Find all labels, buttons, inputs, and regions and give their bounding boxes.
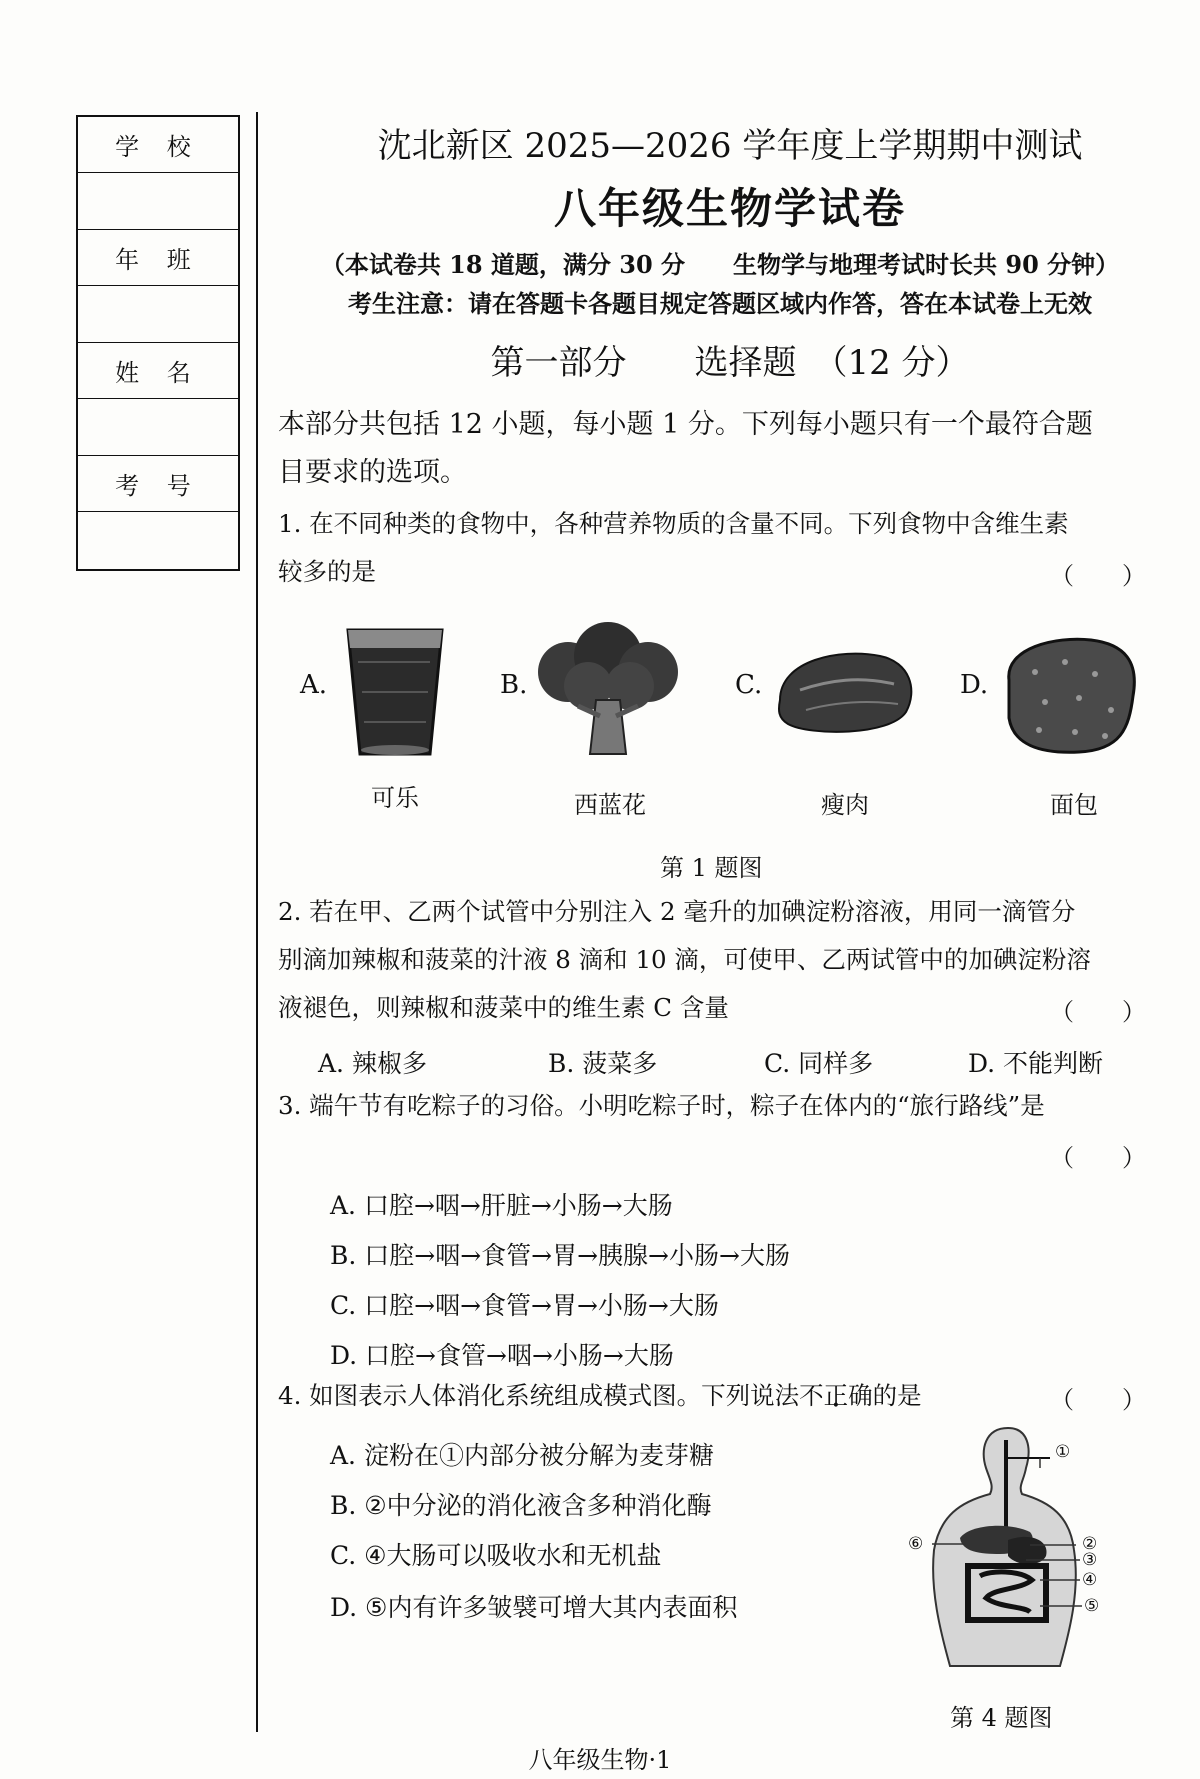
q2-option-c: C. 同样多 — [764, 1049, 874, 1078]
q1-stem-1: 1. 在不同种类的食物中，各种营养物质的含量不同。下列食物中含维生素 — [278, 509, 1069, 538]
exam-note: （本试卷共 18 道题，满分 30 分 生物学与地理考试时长共 90 分钟） — [320, 250, 1120, 279]
section-title: 第一部分 选择题 （12 分） — [490, 343, 970, 383]
name-label: 姓 名 — [78, 343, 238, 399]
diagram-label-2: ② — [1082, 1534, 1098, 1554]
q1-figure-caption: 第 1 题图 — [660, 854, 763, 882]
q1-option-a-letter: A. — [300, 670, 328, 700]
q4-option-c: C. ④大肠可以吸收水和无机盐 — [330, 1541, 662, 1570]
diagram-label-6: ⑥ — [908, 1534, 924, 1554]
diagram-label-5: ⑤ — [1084, 1596, 1100, 1616]
q4-option-b: B. ②中分泌的消化液含多种消化酶 — [330, 1491, 712, 1520]
q1-option-d-label: 面包 — [1050, 791, 1098, 819]
q4-answer-bracket: （ ） — [1050, 1386, 1146, 1414]
q3-option-b: B. 口腔→咽→食管→胃→胰腺→小肠→大肠 — [330, 1241, 790, 1270]
q1-answer-bracket: （ ） — [1050, 562, 1146, 590]
class-field[interactable] — [78, 286, 238, 343]
q4-option-a: A. 淀粉在①内部分被分解为麦芽糖 — [330, 1441, 714, 1470]
q4-stem-before: 4. 如图表示人体消化系统组成模式图。下列说法 — [278, 1381, 800, 1410]
class-label: 年 班 — [78, 230, 238, 286]
q4-stem-emphasis: 不正确 — [799, 1381, 873, 1410]
name-field[interactable] — [78, 399, 238, 456]
cola-glass-icon — [340, 622, 450, 766]
digestive-system-diagram — [890, 1420, 1140, 1674]
q2-option-d: D. 不能判断 — [968, 1049, 1104, 1078]
broccoli-icon — [528, 620, 688, 764]
q3-option-c: C. 口腔→咽→食管→胃→小肠→大肠 — [330, 1291, 719, 1320]
q2-answer-bracket: （ ） — [1050, 998, 1146, 1026]
section-intro-2: 目要求的选项。 — [278, 457, 467, 488]
exam-notice: 考生注意：请在答题卡各题目规定答题区域内作答，答在本试卷上无效 — [348, 289, 1092, 318]
student-info-box — [76, 115, 240, 571]
page-footer: 八年级生物·1 — [528, 1746, 672, 1774]
q4-option-d: D. ⑤内有许多皱襞可增大其内表面积 — [330, 1593, 738, 1622]
binding-line — [256, 112, 258, 1732]
q3-answer-bracket: （ ） — [1050, 1144, 1146, 1172]
q3-stem: 3. 端午节有吃粽子的习俗。小明吃粽子时，粽子在体内的“旅行路线”是 — [278, 1091, 1045, 1120]
q4-stem-after: 的是 — [872, 1381, 922, 1410]
school-label: 学 校 — [78, 117, 238, 173]
q1-option-b-label: 西蓝花 — [574, 791, 646, 819]
q4-stem — [278, 1372, 1158, 1420]
q1-option-c-label: 瘦肉 — [821, 791, 869, 819]
q3-option-d: D. 口腔→食管→咽→小肠→大肠 — [330, 1341, 674, 1370]
number-field[interactable] — [78, 512, 238, 569]
lean-meat-icon — [770, 640, 920, 744]
q2-stem-2: 别滴加辣椒和菠菜的汁液 8 滴和 10 滴，可使甲、乙两试管中的加碘淀粉溶 — [278, 945, 1091, 974]
q4-figure-caption: 第 4 题图 — [950, 1704, 1053, 1732]
q3-option-a: A. 口腔→咽→肝脏→小肠→大肠 — [330, 1191, 673, 1220]
q1-stem-2: 较多的是 — [278, 557, 376, 586]
diagram-label-1: ① — [1055, 1442, 1071, 1462]
q1-option-a-label: 可乐 — [371, 784, 419, 812]
exam-subtitle: 八年级生物学试卷 — [553, 184, 906, 233]
school-field[interactable] — [78, 173, 238, 230]
number-label: 考 号 — [78, 456, 238, 512]
q2-stem-1: 2. 若在甲、乙两个试管中分别注入 2 毫升的加碘淀粉溶液，用同一滴管分 — [278, 897, 1076, 926]
bread-icon — [995, 632, 1145, 766]
q2-option-b: B. 菠菜多 — [548, 1049, 658, 1078]
q2-stem-3: 液褪色，则辣椒和菠菜中的维生素 C 含量 — [278, 993, 729, 1022]
q2-option-a: A. 辣椒多 — [318, 1049, 427, 1078]
section-intro-1: 本部分共包括 12 小题，每小题 1 分。下列每小题只有一个最符合题 — [278, 409, 1093, 440]
diagram-label-4: ④ — [1082, 1570, 1098, 1590]
exam-title: 沈北新区 2025—2026 学年度上学期期中测试 — [377, 126, 1083, 166]
q1-option-b-letter: B. — [500, 670, 528, 700]
q1-option-d-letter: D. — [960, 670, 989, 700]
diagram-label-3: ③ — [1082, 1550, 1098, 1570]
q1-option-c-letter: C. — [735, 670, 763, 700]
